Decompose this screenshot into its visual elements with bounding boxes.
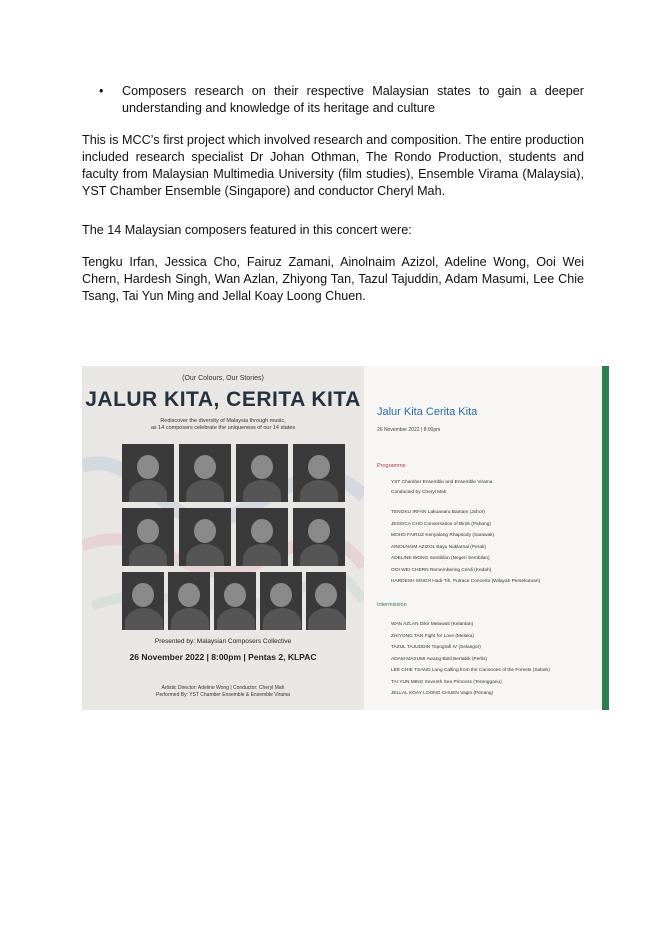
composer-photo [236,508,288,566]
poster-subtitle-2: as 14 composers celebrate the uniqueness of our 14 states [150,425,296,431]
bullet-dot: • [99,84,104,98]
concert-poster-image [82,366,609,710]
composer-photo [214,572,256,630]
bullet-text: Composers research on their respective Malaysian states to gain a deeper understanding and knowledge of its heritage and culture [122,84,584,115]
composer-photo [179,444,231,502]
intermission-heading: Intermission [377,602,407,608]
composer-photo [293,508,345,566]
programme-item: WAN AZLAN Dikir Melawati (Kelantan) [391,622,474,627]
composer-photo [306,572,346,630]
poster-subtitle-1: Rediscover the diversity of Malaysia through music, [160,418,286,424]
programme-item: TAZUL TAJUDDIN Topografi IV (Selangor) [391,645,481,650]
programme-item: MOHD FAIRUZ Kenyalang Rhapsody (Sarawak) [391,533,495,538]
programme-item: TENGKU IRFAN Lakuanaru Bantam (Johor) [391,510,485,515]
programme-item: ZHIYONG TAN Fight for Love (Melaka) [391,633,474,639]
programme-item: AINOLNAIM AZIZOL Bayu Nuklarnal (Perak) [391,544,486,550]
poster-date-venue: 26 November 2022 | 8:00pm | Pentas 2, KLPAC [129,652,317,662]
composer-photo [260,572,302,630]
programme-ensemble: YST Chamber Ensemble and Ensemble Virama [391,480,493,485]
composer-photo [122,444,174,502]
poster-accent-bar [602,366,609,710]
composer-photo [168,572,210,630]
bullet-item [82,83,584,117]
programme-item: HARDESH SINGH Hadi-Tih, Putrace Concerto (Wilayah Persekutuan) [391,579,541,584]
poster-tagline: (Our Colours, Our Stories) [182,375,264,382]
programme-item: JESSICA CHO Conversation of Birds (Pahang) [391,521,491,527]
poster-title: JALUR KITA, CERITA KITA [85,388,361,411]
programme-item: ADELINE WONG Sembilan (Negeri Sembilan) [391,556,490,561]
composer-photo [122,508,174,566]
composer-photo [293,444,345,502]
programme-item: LEE CHIE TSANG Long Calling from the Canonoes of the Forests (Sabah) [391,668,550,673]
programme-item: TAI YUN MING Seventh Sea Princess (Terengganu) [391,679,502,685]
poster-right-panel [364,366,600,710]
programme-title: Jalur Kita Cerita Kita [377,406,478,418]
composer-photo-grid [122,444,346,638]
poster-presented-by: Presented by: Malaysian Composers Collective [154,638,292,645]
composer-photo [122,572,164,630]
paragraph-composers-intro: The 14 Malaysian composers featured in this concert were: [82,223,412,237]
programme-date: 26 November 2022 | 8:00pm [377,427,441,433]
programme-item: ADAM MASUMI Awang Batil Bertabik (Perlis) [391,656,488,662]
programme-item: OOI WEI CHERN Remembering Cerdi (Kedah) [391,567,492,573]
poster-credit-2: Performed By: YST Chamber Ensemble & Ensemble Virama [156,692,290,698]
programme-heading: Programme [377,463,406,469]
composer-photo [179,508,231,566]
paragraph-composer-list: Tengku Irfan, Jessica Cho, Fairuz Zamani, Ainolnaim Azizol, Adeline Wong, Ooi Wei Chern, Hardesh Singh, Wan Azlan, Zhiyong Tan, Tazul Tajuddin, Adam Masumi, Lee Chie Tsang, Tai Yun Ming and Jellal Koay Loong Chuen. [82,255,584,303]
composer-photo [236,444,288,502]
programme-item: JELLAL KOAY LOONG CHUEN Vagin (Penang) [391,691,494,696]
programme-conductor: Conducted by Cheryl Mah [391,490,447,495]
poster-credit-1: Artistic Director: Adeline Wong | Conductor: Cheryl Mah [161,685,285,691]
poster-left-panel [82,366,364,710]
paragraph-production: This is MCC’s first project which involved research and composition. The entire production included research specialist Dr Johan Othman, The Rondo Production, students and faculty from Malaysian Multimedia University (film studies), Ensemble Virama (Malaysia), YST Chamber Ensemble (Singapore) and conductor Cheryl Mah. [82,133,584,198]
